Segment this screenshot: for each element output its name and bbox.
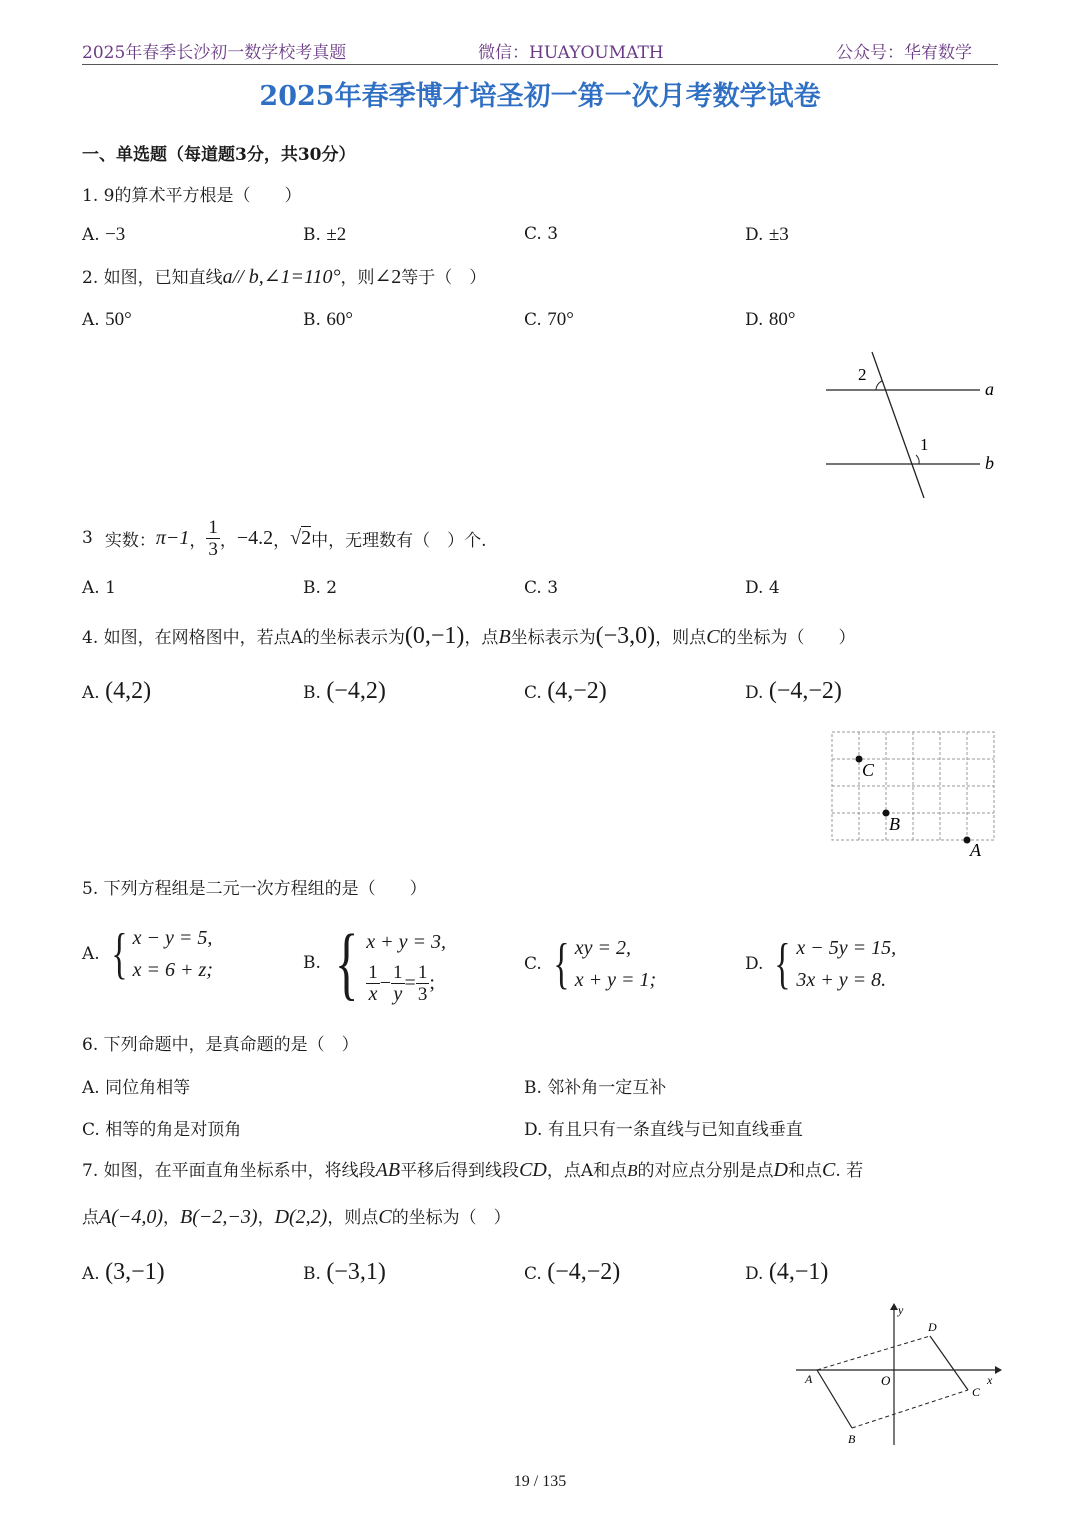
page-number: 19 / 135 (513, 1473, 567, 1490)
x-label: x (987, 1373, 993, 1387)
header-left: 2025年春季长沙初一数学校考真题 (82, 43, 347, 63)
q6-option-a: A. 同位角相等 (82, 1078, 191, 1098)
header-right: 公众号：华宥数学 (836, 43, 972, 63)
grid-lines (832, 732, 994, 840)
q3-option-b: B. 2 (303, 578, 338, 598)
q4-option-b: B. (−4,2) (303, 678, 386, 704)
q5-stem: 5. 下列方程组是二元一次方程组的是（ ） (82, 879, 427, 899)
q7-stem-line2: 点A(−4,0)，B(−2,−3)，D(2,2)，则点C的坐标为（ ） (82, 1206, 511, 1228)
q4-option-d: D. (−4,−2) (745, 678, 842, 704)
q5-option-b: B. { x + y = 3, $\frac{1}{x}$ − $\frac{1}{y}$ = $\frac{1}{3}$ ; (303, 917, 447, 1008)
q3-option-c: C. 3 (524, 578, 559, 598)
q4-grid-figure (826, 726, 1002, 862)
q5-option-a: A. { x − y = 5, x = 6 + z; (82, 923, 213, 985)
angle-2-arc (876, 381, 882, 390)
q4-stem: 4. 如图，在网格图中，若点A的坐标表示为(0,−1)，点B坐标表示为(−3,0)，则点C的坐标为（ ） (82, 623, 856, 649)
q6-option-b: B. 邻补角一定互补 (524, 1078, 667, 1098)
point-c-label: C (972, 1385, 981, 1399)
q7-option-a: A. (3,−1) (82, 1259, 165, 1285)
q3-option-a: A. 1 (82, 578, 116, 598)
x-axis-arrow (995, 1366, 1002, 1374)
point-c-label: C (862, 760, 875, 780)
q2-option-d: D. 80° (745, 309, 796, 330)
q3-stem: 3 实数： π−1 ， $\frac{1}{3}$ ， −4.2 ， √ 2 中，无理数有（ ）个. (82, 516, 487, 560)
line-b-label: b (985, 453, 994, 473)
header-divider (82, 64, 998, 65)
header-center: 微信：HUAYOUMATH (478, 43, 664, 63)
q2-option-b: B. 60° (303, 309, 353, 330)
segment-cd (930, 1336, 968, 1390)
q1-option-c: C. 3 (524, 224, 559, 244)
q7-option-c: C. (−4,−2) (524, 1259, 621, 1285)
point-b-label: B (889, 814, 900, 834)
point-b-label: B (848, 1432, 856, 1446)
q2-option-c: C. 70° (524, 309, 574, 330)
q5-option-c: C. { xy = 2, x + y = 1; (524, 933, 657, 995)
angle-2-label: 2 (858, 365, 867, 384)
transversal (872, 352, 924, 498)
q6-stem: 6. 下列命题中，是真命题的是（ ） (82, 1035, 359, 1055)
y-label: y (898, 1303, 904, 1317)
segment-ab (817, 1370, 852, 1428)
point-a-label: A (970, 840, 981, 860)
origin-label: O (881, 1373, 891, 1388)
q4-option-a: A. (4,2) (82, 678, 152, 704)
q7-option-b: B. (−3,1) (303, 1259, 386, 1285)
point-a-label: A (805, 1372, 813, 1386)
q7-coordinate-figure (790, 1300, 1005, 1450)
q2-parallel-lines-figure (820, 348, 1010, 508)
q1-option-d: D. ±3 (745, 224, 789, 245)
y-axis-arrow (890, 1303, 898, 1310)
q7-option-d: D. (4,−1) (745, 1259, 829, 1285)
q1-stem: 1. 9的算术平方根是（ ） (82, 186, 302, 206)
dashed-ad (817, 1336, 930, 1370)
q6-option-d: D. 有且只有一条直线与已知直线垂直 (524, 1120, 803, 1140)
q2-option-a: A. 50° (82, 309, 132, 330)
q3-option-d: D. 4 (745, 578, 780, 598)
q6-option-c: C. 相等的角是对顶角 (82, 1120, 242, 1140)
q1-option-b: B. ±2 (303, 224, 347, 245)
section-heading: 一、单选题（每道题3分，共30分） (82, 145, 356, 165)
angle-1-label: 1 (920, 435, 929, 454)
q2-stem: 2. 如图，已知直线a// b,∠1=110°，则∠2等于（ ） (82, 266, 487, 288)
q1-option-a: A. −3 (82, 224, 126, 245)
q4-option-c: C. (4,−2) (524, 678, 607, 704)
page-title: 2025年春季博才培圣初一第一次月考数学试卷 (259, 81, 821, 112)
line-a-label: a (985, 379, 994, 399)
point-d-label: D (928, 1320, 937, 1334)
angle-1-arc (916, 455, 919, 464)
dashed-bc (852, 1390, 968, 1428)
q7-stem-line1: 7. 如图，在平面直角坐标系中，将线段AB平移后得到线段CD，点A和点B的对应点分别是点D和点C. 若 (82, 1159, 864, 1181)
q5-option-d: D. { x − 5y = 15, 3x + y = 8. (745, 933, 897, 995)
